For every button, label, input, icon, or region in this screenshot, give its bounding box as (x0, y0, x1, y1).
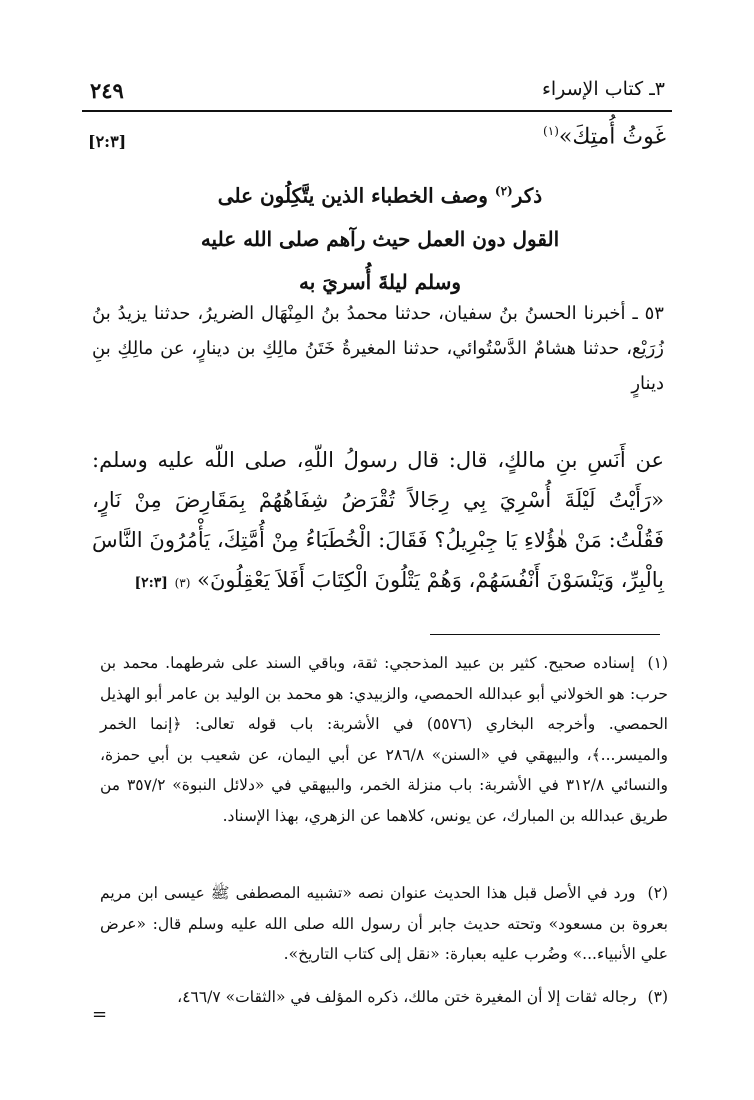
chapter-heading (190, 170, 570, 304)
heading-line-1 (190, 170, 570, 218)
footnote-number: (٢) (647, 884, 668, 902)
heading-line-3: وسلم ليلةَ أُسريَ به (298, 269, 461, 294)
heading-line-1-rest: وصف الخطباء الذين يتَّكِلُون على (217, 183, 495, 208)
footnote-3 (100, 982, 668, 1013)
footnote-ref-2[interactable]: (٢) (494, 184, 513, 198)
heading-line-1-word: ذكر (512, 183, 543, 208)
section-title (543, 124, 666, 149)
hadith-matn-text: عن أَنَسِ بنِ مالكٍ، قال: قال رسولُ اللّهِ، صلى اللّه عليه وسلم: «رَأَيْتُ لَيْلَةَ أُسْرِيَ بِي رِجَالاً تُقْرَضُ شِفَاهُهُمْ بِمَقَارِضَ مِنْ نَارٍ، فَقُلْتُ: مَنْ هٰؤُلاءِ يَا جِبْرِيلُ؟ فَقَالَ: الْخُطَبَاءُ مِنْ أُمَّتِكَ، يَأْمُرُونَ النَّاسَ بِالْبِرِّ، وَيَنْسَوْنَ أَنْفُسَهُمْ، وَهُمْ يَتْلُونَ الْكِتَابَ أَفَلاَ يَعْقِلُونَ» (92, 448, 664, 592)
footnote-ref-1[interactable]: (١) (543, 124, 559, 138)
page-header (90, 78, 665, 112)
header-divider (82, 110, 672, 112)
section-reference: [٢:٣] (88, 132, 127, 151)
hadith-isnad-text: ـ أخبرنا الحسنُ بنُ سفيان، حدثنا محمدُ بنُ المِنْهَال الضريرُ، حدثنا يزيدُ بنُ زُرَيْع، حدثنا هشامٌ الدَّسْتُوائي، حدثنا المغيرةُ خَتَنُ مالِكِ بن دينارٍ، عن مالِكِ بنِ دينارٍ (92, 303, 664, 394)
footnote-text: ورد في الأصل قبل هذا الحديث عنوان نصه «تشبيه المصطفى ﷺ عيسى ابن مريم بعروة بن مسعود» وتحته حديث جابر أن رسول الله صلى الله عليه وسلم قال: «عرض علي الأنبياء...» وضُرب عليه بعبارة: «نقل إلى كتاب التاريخ». (100, 884, 668, 963)
hadith-matn (92, 440, 664, 603)
hadith-reference: [٢:٣] (134, 575, 168, 591)
footnote-text: إسناده صحيح. كثير بن عبيد المذحجي: ثقة، وباقي السند على شرطهما. محمد بن حرب: هو الخولاني أبو عبدالله الحمصي، والزبيدي: هو محمد بن الوليد بن عامر أبو الهذيل الحمصي. وأخرجه البخاري (٥٥٧٦) في الأشربة: باب قوله تعالى: ﴿إنما الخمر والميسر...﴾، والبيهقي في «السنن» ٢٨٦/٨ عن أبي اليمان، عن شعيب بن أبي حمزة، والنسائي ٣١٢/٨ في الأشربة: باب منزلة الخمر، والبيهقي في «دلائل النبوة» ٣٥٧/٢ من طريق عبدالله بن المبارك، عن يونس، كلاهما عن الزهري، بهذا الإسناد. (100, 654, 669, 825)
footnote-divider (430, 634, 660, 635)
footnote-number: (٣) (647, 988, 668, 1006)
heading-line-2: القول دون العمل حيث رآهم صلى الله عليه (200, 226, 560, 251)
continuation-mark: = (92, 1004, 108, 1025)
hadith-isnad (92, 296, 664, 401)
chapter-title: ٣ـ كتاب الإسراء (541, 78, 665, 100)
footnote-number: (١) (647, 654, 668, 672)
footnote-text: رجاله ثقات إلا أن المغيرة ختن مالك، ذكره المؤلف في «الثقات» ٤٦٦/٧، (177, 988, 637, 1006)
footnote-1 (100, 648, 668, 831)
hadith-number: ٥٣ (644, 303, 664, 324)
page-number: ٢٤٩ (90, 78, 124, 103)
section-title-text: غَوثُ أُمتِكَ» (558, 124, 666, 150)
section-row (88, 122, 666, 162)
footnote-2 (100, 878, 668, 970)
footnote-ref-3[interactable]: (٣) (174, 576, 191, 590)
